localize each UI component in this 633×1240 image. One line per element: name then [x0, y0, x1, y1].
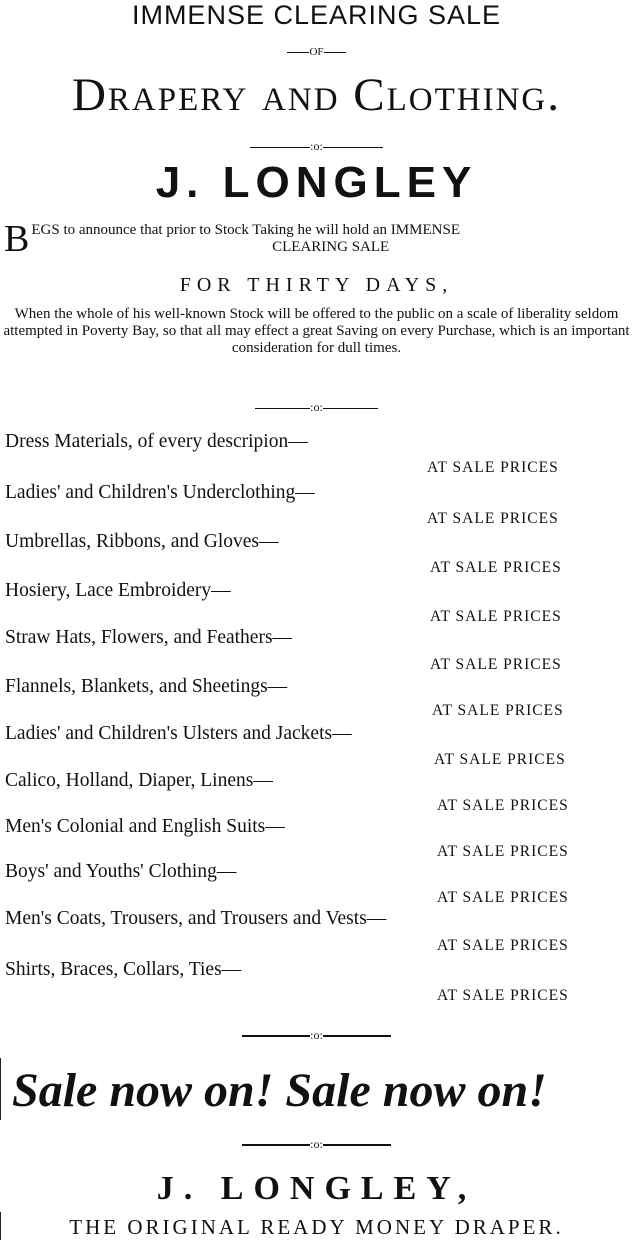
draper-tagline: THE ORIGINAL READY MONEY DRAPER. [69, 1215, 564, 1239]
item-price: AT SALE PRICES [430, 608, 562, 625]
drapery-clothing-title: Drapery and Clothing. [71, 69, 562, 121]
sale-heading: IMMENSE CLEARING SALE [131, 0, 502, 30]
item-name: Flannels, Blankets, and Sheetings— [5, 676, 288, 697]
item-price: AT SALE PRICES [437, 937, 569, 954]
separator-3-text: :o: [310, 1028, 323, 1042]
separator-1-text: :o: [310, 139, 323, 153]
item-name: Dress Materials, of every descripion— [5, 431, 308, 452]
item-price: AT SALE PRICES [427, 459, 559, 476]
item-price: AT SALE PRICES [427, 510, 559, 527]
of-label: OF [309, 46, 324, 58]
item-name: Men's Coats, Trousers, and Trousers and Vests— [5, 908, 387, 929]
item-name: Ladies' and Children's Ulsters and Jackets— [5, 723, 352, 744]
rule-left [287, 52, 309, 53]
item-name: Men's Colonial and English Suits— [5, 816, 285, 837]
item-name: Hosiery, Lace Embroidery— [5, 580, 231, 601]
intro-line-2: CLEARING SALE [272, 239, 390, 255]
item-price: AT SALE PRICES [430, 559, 562, 576]
item-price: AT SALE PRICES [434, 751, 566, 768]
sale-now-on-banner: Sale now on! Sale now on! [12, 1064, 547, 1117]
item-name: Calico, Holland, Diaper, Linens— [5, 770, 273, 791]
of-divider [0, 46, 633, 58]
item-price: AT SALE PRICES [432, 702, 564, 719]
item-name: Boys' and Youths' Clothing— [5, 861, 237, 882]
merchant-name-bottom: J. LONGLEY, [156, 1170, 477, 1207]
item-price: AT SALE PRICES [437, 987, 569, 1004]
item-name: Umbrellas, Ribbons, and Gloves— [5, 531, 279, 552]
column-edge-line [0, 1058, 1, 1120]
item-price: AT SALE PRICES [430, 656, 562, 673]
item-price: AT SALE PRICES [437, 797, 569, 814]
item-price: AT SALE PRICES [437, 889, 569, 906]
item-name: Ladies' and Children's Underclothing— [5, 482, 315, 503]
item-price: AT SALE PRICES [437, 843, 569, 860]
separator-2 [0, 400, 633, 415]
separator-4 [0, 1137, 633, 1152]
separator-1 [0, 139, 633, 154]
item-name: Straw Hats, Flowers, and Feathers— [5, 627, 293, 648]
merchant-name-top: J. LONGLEY [155, 158, 478, 207]
drop-cap: B [4, 218, 30, 260]
intro-line-1: EGS to announce that prior to Stock Taking he will hold an IMMENSE [31, 222, 460, 238]
thirty-days-heading: FOR THIRTY DAYS, [179, 274, 454, 296]
separator-3 [0, 1028, 633, 1043]
intro-paragraph [4, 218, 630, 260]
separator-4-text: :o: [310, 1137, 323, 1151]
rule-right [324, 52, 346, 53]
separator-2-text: :o: [310, 400, 323, 414]
item-name: Shirts, Braces, Collars, Ties— [5, 959, 242, 980]
description-paragraph: When the whole of his well-known Stock will be offered to the public on a scale of liberality seldom attempted in Poverty Bay, so that all may effect a great Saving on every Purchase, which is an important consideration for dull times. [3, 306, 630, 356]
